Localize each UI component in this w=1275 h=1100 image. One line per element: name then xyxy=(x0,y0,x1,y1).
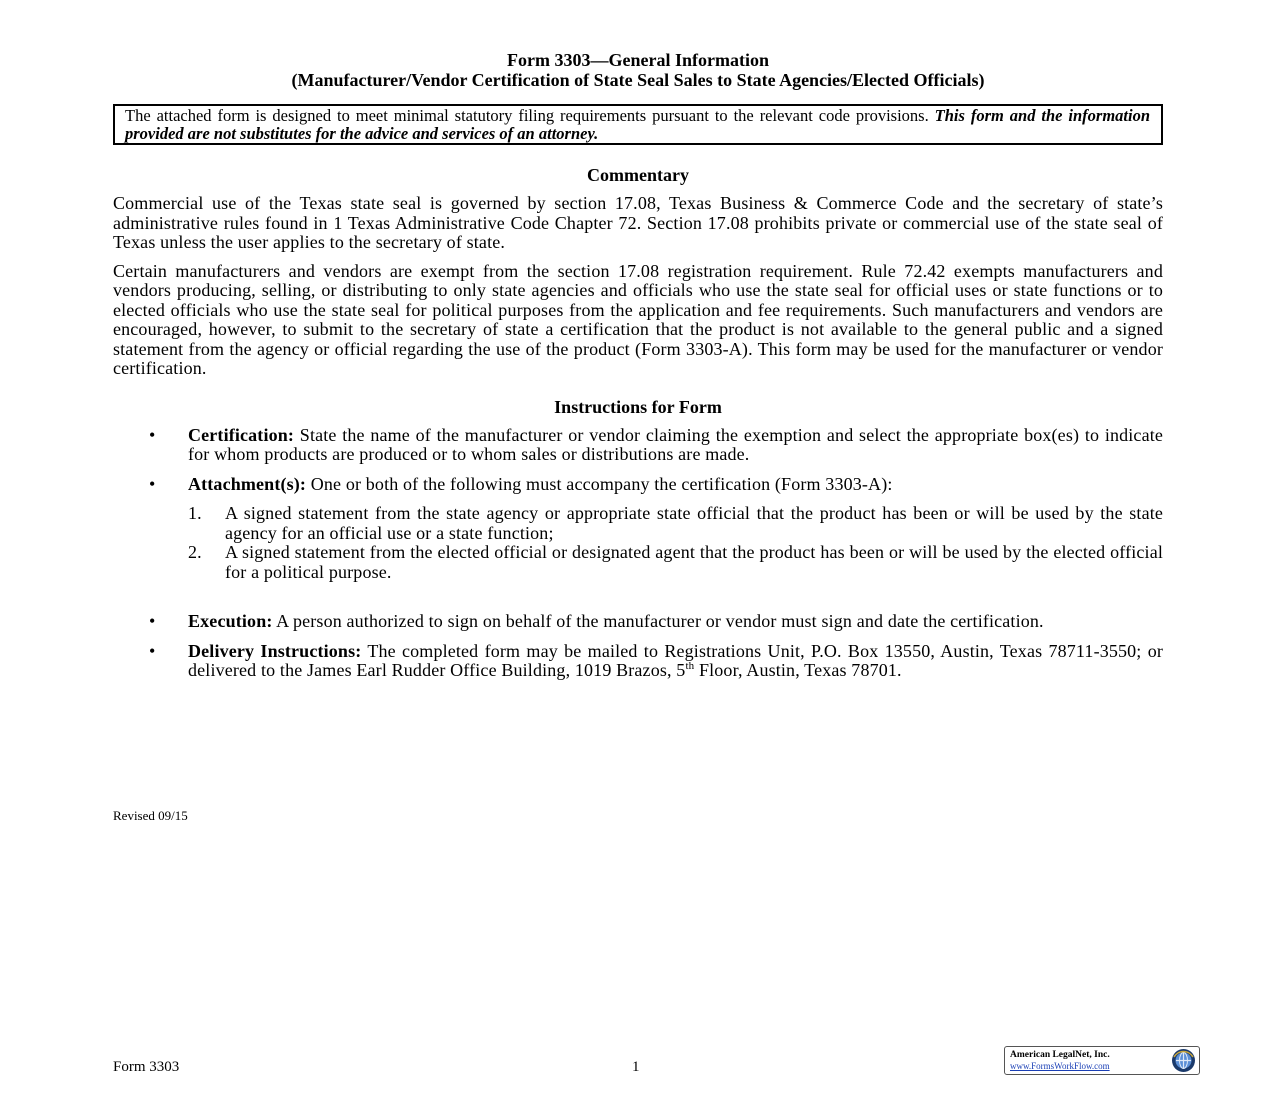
globe-icon xyxy=(1171,1048,1196,1073)
certification-text: State the name of the manufacturer or vendor claiming the exemption and select the appropriate box(es) to indicate for whom products are produced or to whom sales or distributions are made. xyxy=(188,424,1163,464)
instructions-heading: Instructions for Form xyxy=(554,396,722,417)
instructions-list xyxy=(113,426,1163,681)
certification-label: Certification: xyxy=(188,424,295,445)
bullet-icon: • xyxy=(149,473,156,494)
list-item-attachments xyxy=(113,475,1163,603)
disclaimer-text: The attached form is designed to meet minimal statutory filing requirements pursuant to the relevant code provisions. xyxy=(125,106,929,125)
bullet-icon: • xyxy=(149,424,156,445)
execution-text: A person authorized to sign on behalf of the manufacturer or vendor must sign and date the certification. xyxy=(276,611,1044,631)
item-text: A signed statement from the state agency or appropriate state official that the product has been or will be used by the state agency for an official use or a state function; xyxy=(225,503,1163,543)
item-text: A signed statement from the elected official or designated agent that the product has been or will be used by the elected official for a political purpose. xyxy=(225,542,1163,582)
logo-company-name: American LegalNet, Inc. xyxy=(1010,1050,1110,1060)
spacer xyxy=(188,582,1163,602)
item-number: 2. xyxy=(188,542,202,562)
form-subtitle: (Manufacturer/Vendor Certification of State Seal Sales to State Agencies/Elected Officials) xyxy=(291,70,985,90)
disclaimer-box xyxy=(113,104,1163,145)
commentary-heading: Commentary xyxy=(587,165,689,185)
list-item-delivery xyxy=(113,642,1163,681)
list-item-certification xyxy=(113,426,1163,465)
delivery-text-end: Floor, Austin, Texas 78701. xyxy=(694,660,902,680)
list-item xyxy=(188,543,1163,582)
attachments-label: Attachment(s): xyxy=(188,473,307,494)
execution-label: Execution: xyxy=(188,611,273,631)
ordinal-suffix: th xyxy=(685,660,695,672)
list-item-execution xyxy=(113,612,1163,632)
disclaimer-emphasis: This form and the information provided are not substitutes for the advice and services of an attorney. xyxy=(125,106,1151,143)
revision-date: Revised 09/15 xyxy=(113,808,188,823)
list-item xyxy=(188,504,1163,543)
bullet-icon: • xyxy=(149,611,156,631)
form-title: Form 3303—General Information xyxy=(507,50,769,70)
commentary-paragraph-2: Certain manufacturers and vendors are exempt from the section 17.08 registration requirement. Rule 72.42 exempts manufacturers and vendors producing, selling, or distributing to only state agencies and officials who use the state seal for official uses or state functions or to elected officials who use the state seal for political purposes from the application and fee requirements. Such manufacturers and vendors are encouraged, however, to submit to the secretary of state a certification that the product is not available to the general public and a signed statement from the agency or official regarding the use of the product (Form 3303-A). This form may be used for the manufacturer or vendor certification. xyxy=(113,260,1163,378)
item-number: 1. xyxy=(188,503,202,523)
publisher-logo[interactable] xyxy=(1004,1046,1200,1075)
attachments-text: One or both of the following must accompany the certification (Form 3303-A): xyxy=(310,473,893,494)
delivery-text: The completed form may be mailed to Registrations Unit, P.O. Box 13550, Austin, Texas 78711-3550; or delivered to the James Earl Rudder Office Building, 1019 Brazos, 5 xyxy=(188,640,1164,680)
delivery-label: Delivery Instructions: xyxy=(188,640,362,661)
document-page xyxy=(113,50,1163,691)
logo-link[interactable]: www.FormsWorkFlow.com xyxy=(1010,1061,1110,1071)
commentary-paragraph-1: Commercial use of the Texas state seal is governed by section 17.08, Texas Business & Commerce Code and the secretary of state’s administrative rules found in 1 Texas Administrative Code Chapter 72. Section 17.08 prohibits private or commercial use of the state seal of Texas unless the user applies to the secretary of state. xyxy=(113,193,1163,252)
attachment-sublist xyxy=(188,504,1163,582)
page-number: 1 xyxy=(632,1059,640,1075)
bullet-icon: • xyxy=(149,640,156,661)
footer-form-id: Form 3303 xyxy=(113,1059,180,1075)
